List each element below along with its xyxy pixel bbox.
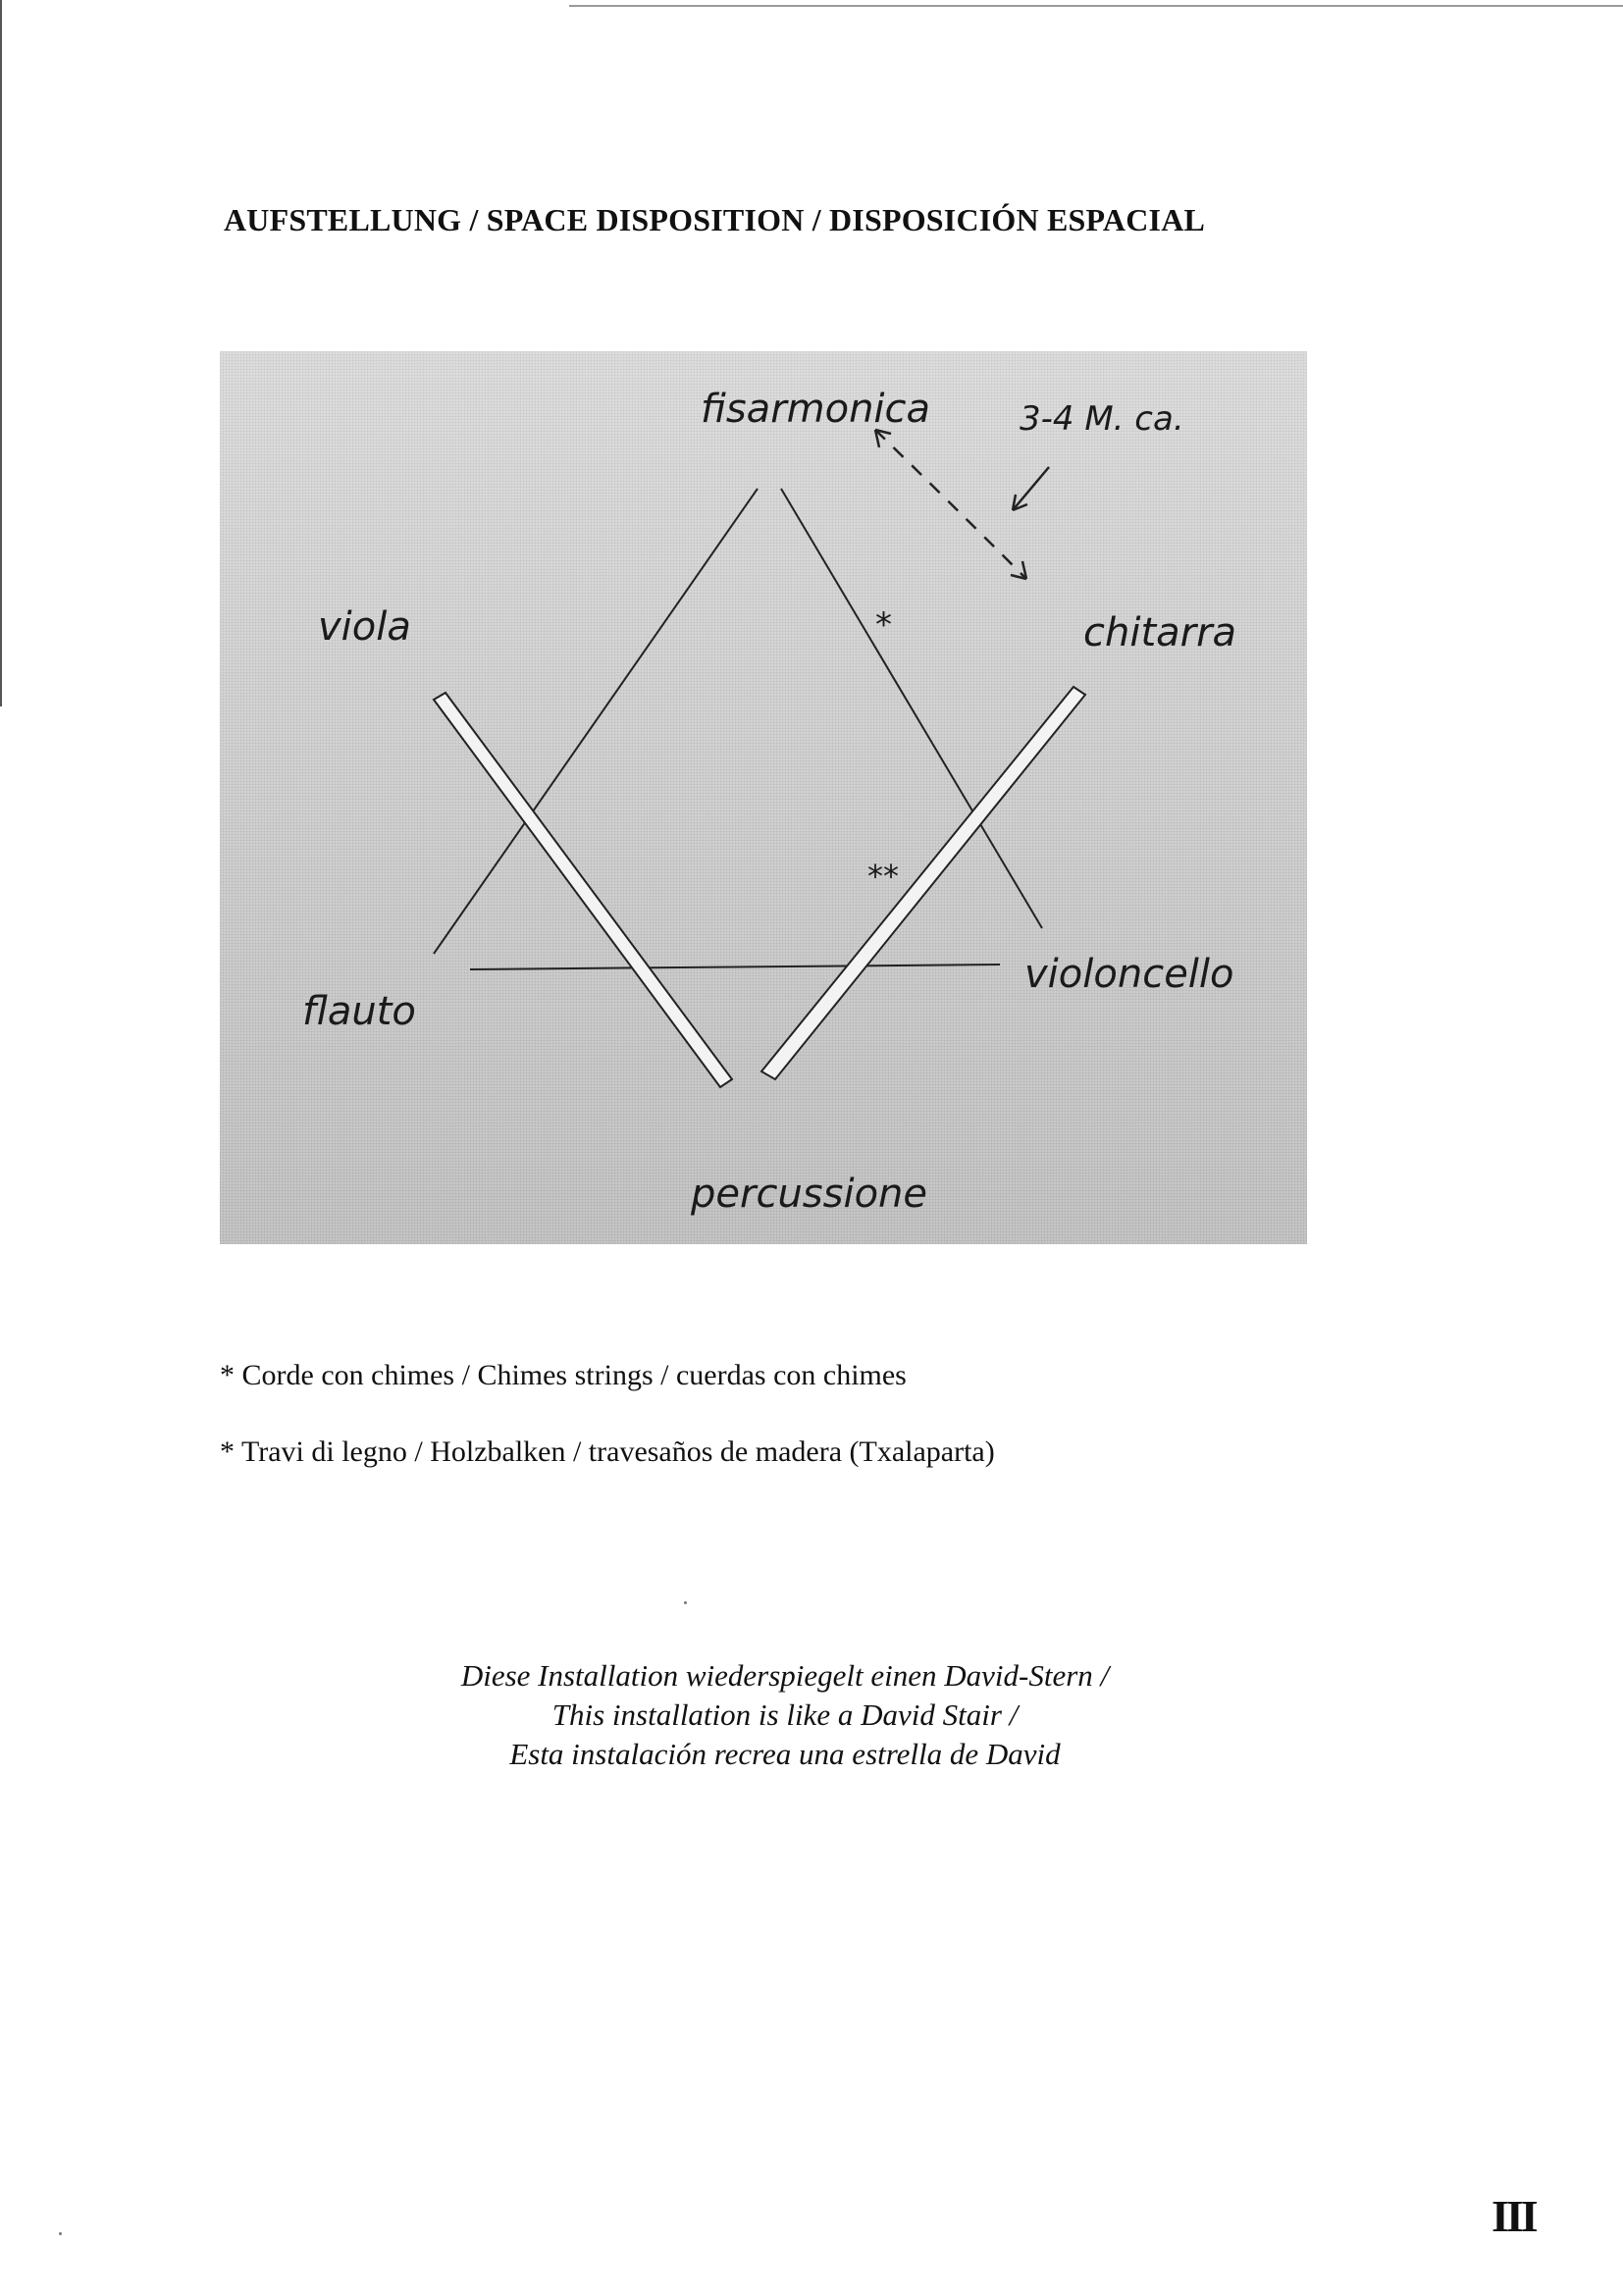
- left-scan-edge: [0, 0, 2, 706]
- top-scan-rule: [569, 5, 1623, 7]
- label-upper-left: viola: [318, 604, 411, 650]
- label-lower-right: violoncello: [1024, 952, 1234, 997]
- marker-double: **: [867, 858, 899, 895]
- installation-caption: [294, 1656, 1276, 1774]
- beam-right: [761, 687, 1085, 1079]
- space-disposition-sketch: [220, 351, 1307, 1244]
- label-distance: 3-4 M. ca.: [1020, 399, 1184, 439]
- label-bottom: percussione: [691, 1172, 928, 1217]
- caption-line-english: This installation is like a David Stair /: [551, 1697, 1019, 1732]
- page-heading: AUFSTELLUNG / SPACE DISPOSITION / DISPOSICIÓN ESPACIAL: [224, 202, 1206, 237]
- page-number: III: [1492, 2191, 1536, 2241]
- marker-single: *: [875, 605, 892, 645]
- sketch-drawing: [220, 351, 1307, 1244]
- distance-pointer: [1013, 467, 1049, 510]
- note-wooden-beams: * Travi di legno / Holzbalken / travesaños de madera (Txalaparta): [220, 1435, 995, 1468]
- label-lower-left: flauto: [302, 989, 416, 1034]
- distance-arrow: [875, 430, 1026, 579]
- string-left: [434, 489, 758, 954]
- label-upper-right: chitarra: [1083, 610, 1237, 655]
- note-chime-strings: * Corde con chimes / Chimes strings / cuerdas con chimes: [220, 1359, 907, 1391]
- scan-speck: [684, 1601, 687, 1604]
- caption-line-german: Diese Installation wiederspiegelt einen David-Stern /: [460, 1658, 1110, 1693]
- string-base: [470, 965, 1000, 969]
- label-top: fisarmonica: [701, 387, 931, 432]
- scan-speck: [59, 2232, 62, 2235]
- caption-line-spanish: Esta instalación recrea una estrella de David: [509, 1737, 1061, 1771]
